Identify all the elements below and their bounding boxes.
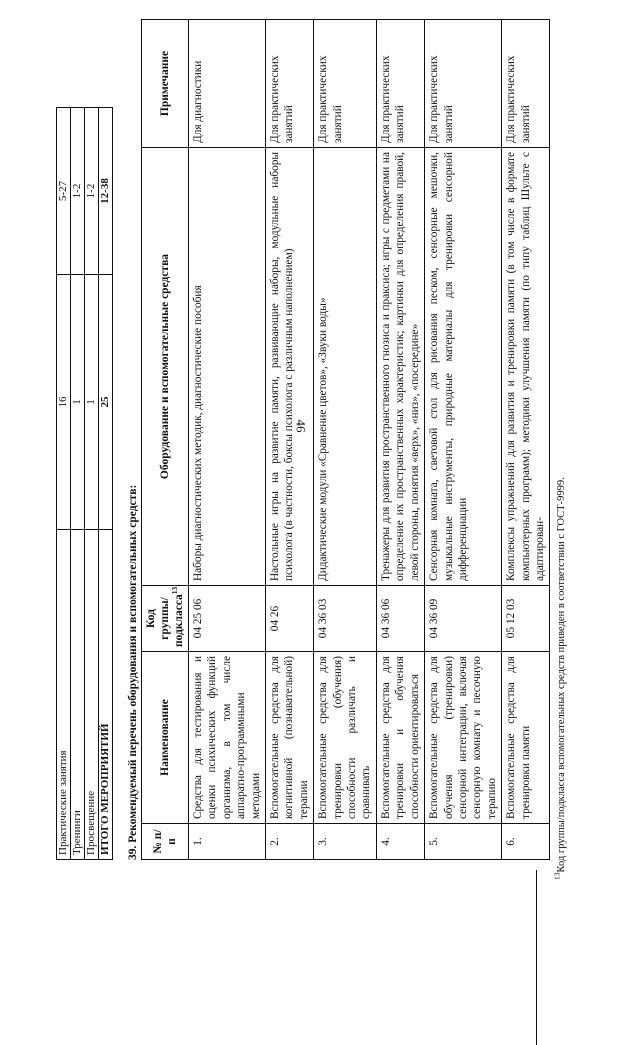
equipment-table-body [189,20,550,860]
row-code: 04 25 06 [189,586,266,652]
row-note: Для диагностики [189,20,266,148]
row-equipment: Настольные игры на развитие памяти, развивающие наборы, модульные наборы психолога (в частности, боксы психолога с различным наполнением) [266,148,314,586]
summary-row [71,108,85,860]
summary-label: Практические занятия [57,530,71,860]
row-code: 04 26 [266,586,314,652]
row-name: Средства для тестирования и оценки психических функций организма, в том числе аппаратно-программными методами [189,652,266,824]
summary-value-count: 16 [57,275,71,530]
row-note: Для практических занятий [314,20,377,148]
row-number: 2. [266,824,314,860]
row-equipment: Сенсорная комната, световой стол для рисования песком, сенсорные мешочки, музыкальные инструменты, природные материалы для тренировки сенсорной дифференциации [425,148,502,586]
summary-row [85,108,99,860]
row-note: Для практических занятий [425,20,502,148]
header-name: Наименование [142,652,189,824]
table-row [425,20,502,860]
row-equipment: Тренажеры для развития пространственного гнозиса и праксиса; игры с предметами на определение их пространственных характеристик; картинки для определения правой, левой стороны, понятия «верх», «низ», «посередине» [376,148,424,586]
summary-value-range: 1-2 [71,108,85,275]
row-note: Для практических занятий [266,20,314,148]
header-note: Примечание [142,20,189,148]
section-title: 39. Рекомендуемый перечень оборудования и вспомогательных средств: [127,484,139,860]
row-equipment: Дидактические модули «Сравнение цветов», «Звуки воды» [314,148,377,586]
row-number: 6. [502,824,550,860]
row-note: Для практических занятий [376,20,424,148]
summary-label: ИТОГО МЕРОПРИЯТИЙ [99,530,113,860]
footnote-text: Код группы/подкласса вспомогательных средств приведен в соответствии с ГОСТ-9999. [556,477,567,873]
table-row [376,20,424,860]
header-num: № п/п [142,824,189,860]
row-name: Вспомогательные средства для когнитивной (познавательной) терапии [266,652,314,824]
row-name: Вспомогательные средства для тренировки (обучения) способности различать и сравнивать [314,652,377,824]
summary-label: Просвещение [85,530,99,860]
row-number: 5. [425,824,502,860]
row-equipment: Наборы диагностических методик, диагностические пособия [189,148,266,586]
row-name: Вспомогательные средства для тренировки памяти [502,652,550,824]
row-code: 04 36 06 [376,586,424,652]
footnote-mark: 13 [552,872,562,880]
row-code: 04 36 03 [314,586,377,652]
page-number: 46 [293,419,309,433]
table-row [266,20,314,860]
row-name: Вспомогательные средства для тренировки и обучения способности ориентироваться [376,652,424,824]
footnote-divider [536,870,537,1045]
row-equipment: Комплексы упражнений для развития и тренировки памяти (в том числе в формате компьютерных программ); методики улучшения памяти (по типу таблиц Шульте с адаптирован- [502,148,550,586]
footnote-ref: 13 [170,586,180,595]
summary-label: Тренинги [71,530,85,860]
summary-value-count: 1 [71,275,85,530]
header-code-label: Код группы/подкласса [145,594,185,647]
summary-value-range: 5-27 [57,108,71,275]
summary-value-range: 1-2 [85,108,99,275]
table-header-row [142,20,189,860]
summary-row [99,108,113,860]
table-row [502,20,550,860]
row-number: 1. [189,824,266,860]
row-name: Вспомогательные средства для обучения (тренировки) сенсорной интеграции, включая сенсорную комнату и песочную терапию [425,652,502,824]
equipment-table [141,19,550,860]
row-number: 3. [314,824,377,860]
summary-value-range: 12-38 [99,108,113,275]
row-note: Для практических занятий [502,20,550,148]
header-code [142,586,189,652]
summary-value-count: 1 [85,275,99,530]
row-code: 04 36 09 [425,586,502,652]
row-code: 05 12 03 [502,586,550,652]
table-row [314,20,377,860]
table-row [189,20,266,860]
row-number: 4. [376,824,424,860]
rotated-page-content [56,20,550,860]
summary-value-count: 25 [99,275,113,530]
footnote [552,477,567,880]
summary-row [57,108,71,860]
summary-table [56,107,113,860]
header-equipment: Оборудование и вспомогательные средства [142,148,189,586]
summary-table-body [57,108,113,860]
